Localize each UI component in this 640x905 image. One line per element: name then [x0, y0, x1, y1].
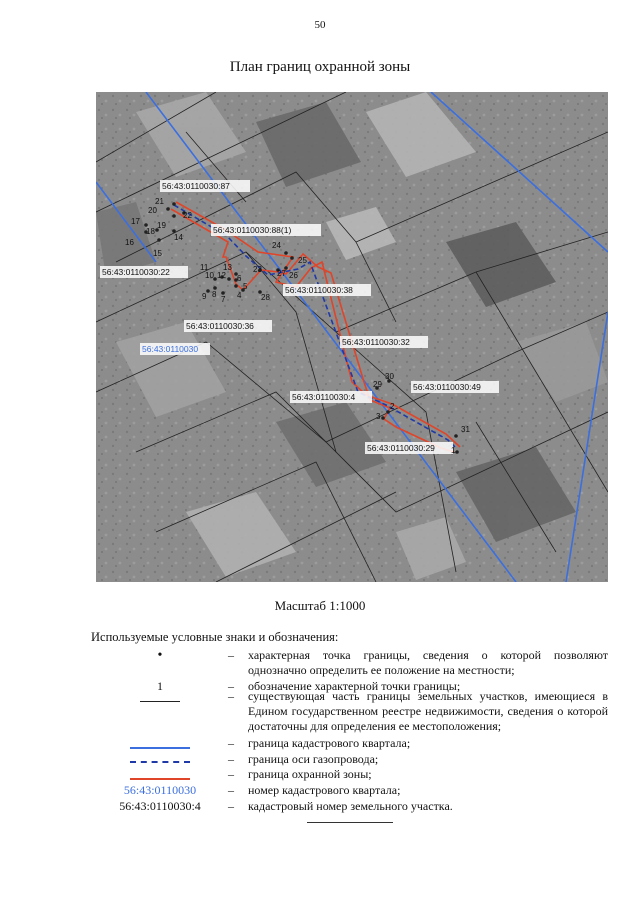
svg-text:5: 5 — [243, 282, 248, 291]
parcel-label-88: 56:43:0110030:88(1) — [213, 225, 292, 235]
svg-text:13: 13 — [223, 263, 232, 272]
svg-text:31: 31 — [461, 425, 470, 434]
svg-text:10: 10 — [205, 271, 214, 280]
parcel-label-4: 56:43:0110030:4 — [292, 392, 356, 402]
svg-text:20: 20 — [148, 206, 157, 215]
parcel-label-32: 56:43:0110030:32 — [342, 337, 410, 347]
svg-text:15: 15 — [153, 249, 162, 258]
svg-text:27: 27 — [277, 269, 286, 278]
svg-text:25: 25 — [298, 256, 307, 265]
parcel-label-36: 56:43:0110030:36 — [186, 321, 254, 331]
map-scale: Масштаб 1:1000 — [274, 598, 366, 613]
svg-text:1: 1 — [451, 446, 456, 455]
quarter-boundary-symbol — [130, 747, 190, 749]
svg-text:2: 2 — [390, 402, 395, 411]
gas-axis-symbol — [130, 761, 190, 763]
svg-text:17: 17 — [131, 217, 140, 226]
svg-text:8: 8 — [212, 290, 217, 299]
svg-text:26: 26 — [289, 271, 298, 280]
parcel-label-38: 56:43:0110030:38 — [285, 285, 353, 295]
parcel-label-29: 56:43:0110030:29 — [367, 443, 435, 453]
svg-text:18: 18 — [146, 227, 155, 236]
svg-text:23: 23 — [253, 265, 262, 274]
svg-text:30: 30 — [385, 372, 394, 381]
svg-text:19: 19 — [157, 221, 166, 230]
svg-text:22: 22 — [183, 211, 192, 220]
protection-zone-map — [96, 92, 608, 582]
page-number: 50 — [314, 19, 326, 31]
quarter-label: 56:43:0110030 — [142, 344, 199, 354]
page-title: План границ охранной зоны — [229, 59, 411, 75]
svg-text:9: 9 — [202, 292, 207, 301]
svg-text:21: 21 — [155, 197, 164, 206]
parcel-label-22: 56:43:0110030:22 — [102, 267, 170, 277]
svg-text:12: 12 — [217, 271, 226, 280]
svg-text:3: 3 — [376, 412, 381, 421]
svg-text:6: 6 — [237, 274, 242, 283]
point-symbol: • — [157, 648, 163, 663]
svg-text:11: 11 — [200, 263, 209, 272]
svg-text:24: 24 — [272, 241, 281, 250]
protection-zone-symbol — [130, 778, 190, 780]
svg-text:28: 28 — [261, 293, 270, 302]
parcel-label-49: 56:43:0110030:49 — [413, 382, 481, 392]
end-separator — [307, 822, 393, 823]
parcel-boundary-symbol — [140, 701, 180, 702]
legend-title: Используемые условные знаки и обозначения: — [91, 630, 339, 644]
svg-text:14: 14 — [174, 233, 183, 242]
svg-text:7: 7 — [221, 295, 226, 304]
parcel-label-87: 56:43:0110030:87 — [162, 181, 230, 191]
svg-text:29: 29 — [373, 380, 382, 389]
svg-text:16: 16 — [125, 238, 134, 247]
svg-text:4: 4 — [237, 291, 242, 300]
